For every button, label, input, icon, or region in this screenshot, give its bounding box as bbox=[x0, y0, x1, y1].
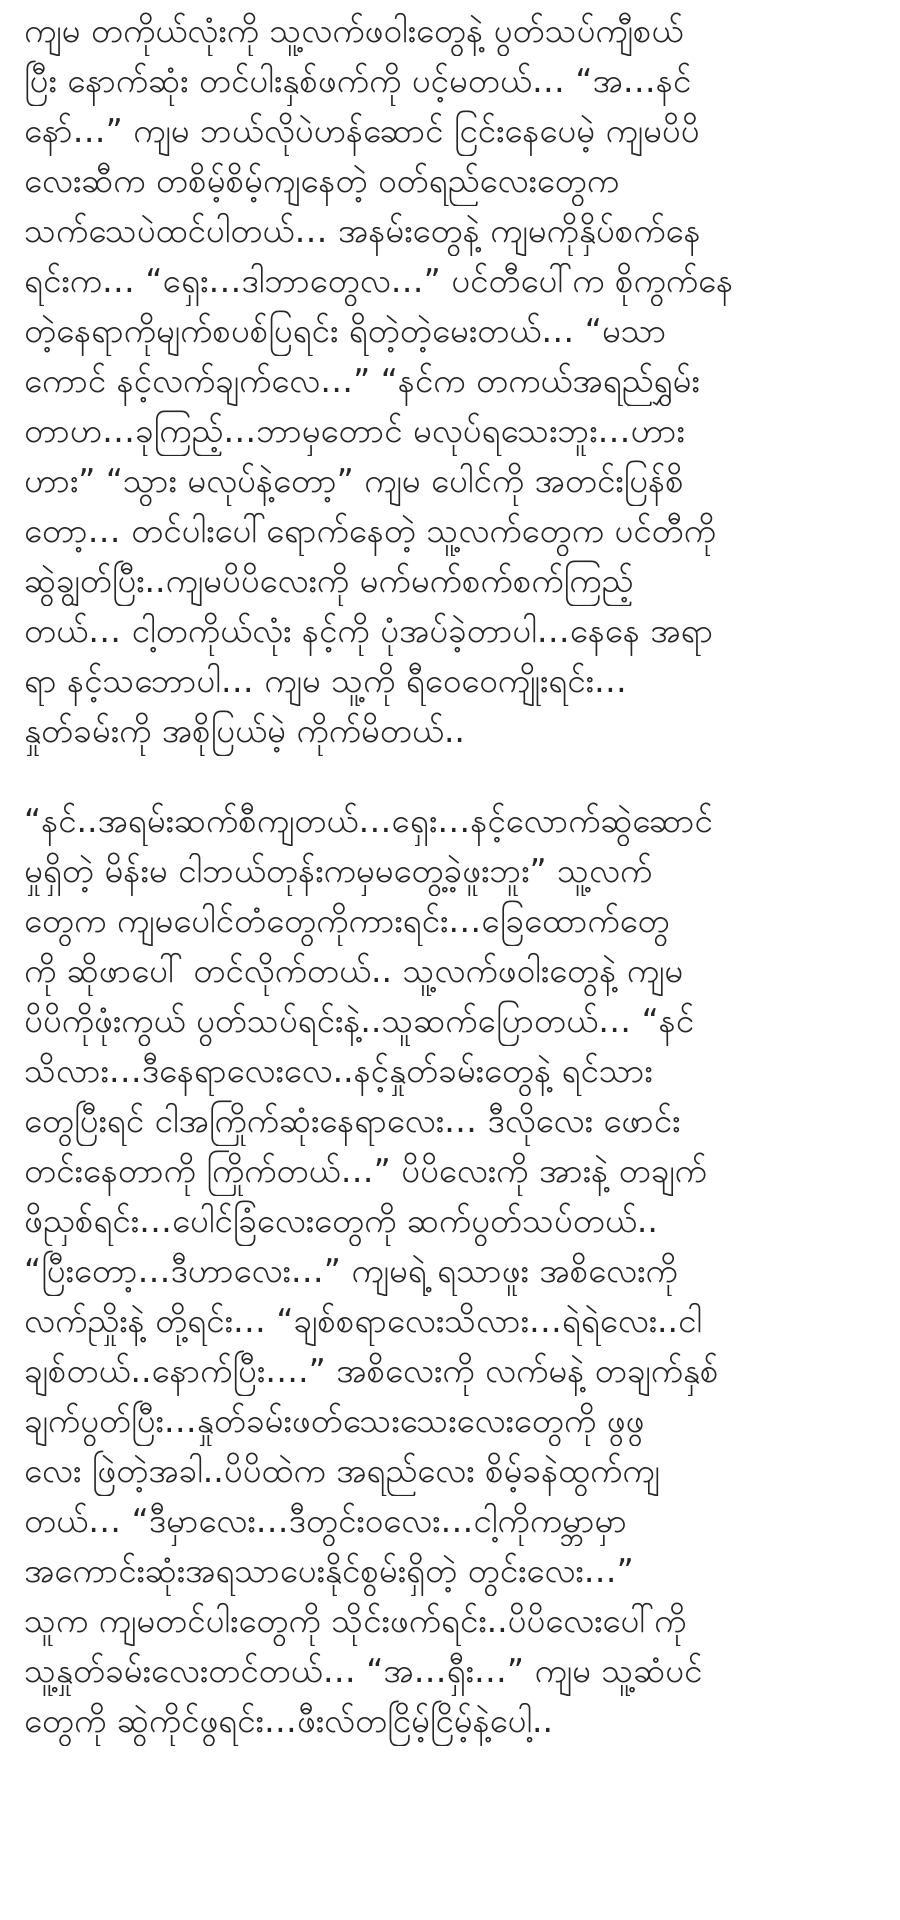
paragraph-line: တာဟ…ခုကြည့်…ဘာမှတောင် မလုပ်ရသေးဘူး…ဟား bbox=[24, 411, 685, 450]
paragraph-1 bbox=[24, 6, 882, 756]
paragraph-line: ချစ်တယ်..နောက်ပြီး….” အစိလေးကို လက်မနဲ့ တချက်နှစ် bbox=[24, 1351, 719, 1390]
paragraph-2 bbox=[24, 796, 882, 1746]
paragraph-line: ပြီး နောက်ဆုံး တင်ပါးနှစ်ဖက်ကို ပင့်မတယ်… “အ…နင် bbox=[24, 61, 692, 100]
paragraph-line: တင်းနေတာကို ကြိုက်တယ်…” ပိပိလေးကို အားနဲ့ တချက် bbox=[24, 1151, 707, 1190]
paragraph-line: တော့… တင်ပါးပေါ်ရောက်နေတဲ့ သူ့လက်တွေက ပင်တီကို bbox=[24, 511, 716, 550]
paragraph-line: သိလား…ဒီနေရာလေးလေ..နင့်နှုတ်ခမ်းတွေနဲ့ ရင်သား bbox=[24, 1051, 653, 1090]
paragraph-line: ချက်ပွတ်ပြီး…နှုတ်ခမ်းဖတ်သေးသေးလေးတွေကို ဖွဖွ bbox=[24, 1401, 645, 1440]
paragraph-line: ရင်းက… “ရှေး…ဒါဘာတွေလ…” ပင်တီပေါ်က စိုကွက်နေ bbox=[24, 261, 734, 300]
paragraph-line: ကောင် နင့်လက်ချက်လေ…” “နင်က တကယ်အရည်ရွှမ်း bbox=[24, 361, 700, 400]
paragraph-line: လေးဆီက တစိမ့်စိမ့်ကျနေတဲ့ ဝတ်ရည်လေးတွေက bbox=[24, 161, 620, 200]
clipped-top-text bbox=[24, 0, 882, 6]
paragraph-line: တဲ့နေရာကိုမျက်စပစ်ပြရင်း ရိတဲ့တဲ့မေးတယ်… “မသာ bbox=[24, 311, 667, 350]
paragraph-line: အကောင်းဆုံးအရသာပေးနိုင်စွမ်းရှိတဲ့ တွင်းလေး…” bbox=[24, 1551, 634, 1590]
paragraph-line: ရာ နင့်သဘောပါ… ကျမ သူ့ကို ရီဝေဝေကျိုးရင်း… bbox=[24, 661, 627, 700]
paragraph-line: ဖိညှစ်ရင်း…ပေါင်ခြံလေးတွေကို ဆက်ပွတ်သပ်တယ်.. bbox=[24, 1201, 658, 1240]
paragraph-line: တယ်… “ဒီမှာလေး…ဒီတွင်းဝလေး…ငါ့ကိုကမ္ဘာမှာ bbox=[24, 1501, 627, 1540]
paragraph-line: ဟား” “သွား မလုပ်နဲ့တော့” ကျမ ပေါင်ကို အတင်းပြန်စိ bbox=[24, 461, 684, 500]
paragraph-line: တယ်… ငါ့တကိုယ်လုံး နင့်ကို ပုံအပ်ခဲ့တာပါ…နေနေ အရာ bbox=[24, 611, 714, 650]
paragraph-line: ကျမ တကိုယ်လုံးကို သူ့လက်ဖဝါးတွေနဲ့ ပွတ်သပ်ကျီစယ် bbox=[24, 11, 684, 50]
paragraph-spacing bbox=[24, 756, 882, 796]
paragraph-line: သူ့နှုတ်ခမ်းလေးတင်တယ်… “အ…ရှီး…” ကျမ သူ့ဆံပင် bbox=[24, 1651, 703, 1690]
paragraph-line: တွေကို ဆွဲကိုင်ဖွရင်း…ဖီးလ်တငြိမ့်ငြိမ့်နဲ့ပေါ့.. bbox=[24, 1701, 554, 1740]
paragraph-line: လက်ညှိုးနဲ့ တို့ရင်း… “ချစ်စရာလေးသိလား…ရဲရဲလေး..ငါ bbox=[24, 1301, 702, 1340]
paragraph-line: နော်…” ကျမ ဘယ်လိုပဲဟန်ဆောင် ငြင်းနေပေမဲ့ ကျမပိပိ bbox=[24, 111, 700, 150]
paragraph-line: ဆွဲချွတ်ပြီး..ကျမပိပိလေးကို မက်မက်စက်စက်ကြည့် bbox=[24, 561, 634, 600]
paragraph-line: “ပြီးတော့…ဒီဟာလေး…” ကျမရဲ့ ရသာဖူး အစိလေးကို bbox=[24, 1251, 678, 1290]
paragraph-line: ပိပိကိုဖုံးကွယ် ပွတ်သပ်ရင်းနဲ့..သူဆက်ပြောတယ်… “နင် bbox=[24, 1001, 695, 1040]
paragraph-line: တွေပြီးရင် ငါအကြိုက်ဆုံးနေရာလေး… ဒီလိုလေး ဖောင်း bbox=[24, 1101, 681, 1140]
paragraph-line: “နင်..အရမ်းဆက်စီကျတယ်…ရှေး…နင့်လောက်ဆွဲဆောင် bbox=[24, 801, 713, 840]
paragraph-line: နှုတ်ခမ်းကို အစိုပြယ်မဲ့ ကိုက်မိတယ်.. bbox=[24, 711, 465, 750]
paragraph-line: လေး ဖြဲတဲ့အခါ..ပိပိထဲက အရည်လေး စိမ့်ခနဲထွက်ကျ bbox=[24, 1451, 660, 1490]
paragraph-line: သူက ကျမတင်ပါးတွေကို သိုင်းဖက်ရင်း..ပိပိလေးပေါ်ကို bbox=[24, 1601, 687, 1640]
paragraph-line: သက်သေပဲထင်ပါတယ်… အနမ်းတွေနဲ့ ကျမကိုနှိပ်စက်နေ bbox=[24, 211, 701, 250]
paragraph-line: တွေက ကျမပေါင်တံတွေကိုကားရင်း…ခြေထောက်တွေ bbox=[24, 901, 670, 940]
paragraph-line: ကို ဆိုဖာပေါ် တင်လိုက်တယ်.. သူ့လက်ဖဝါးတွေနဲ့ ကျမ bbox=[24, 951, 684, 990]
paragraph-line: မှုရှိတဲ့ မိန်းမ ငါဘယ်တုန်းကမှမတွေ့ခဲ့ဖူးဘူး” သူ့လက် bbox=[24, 851, 653, 890]
